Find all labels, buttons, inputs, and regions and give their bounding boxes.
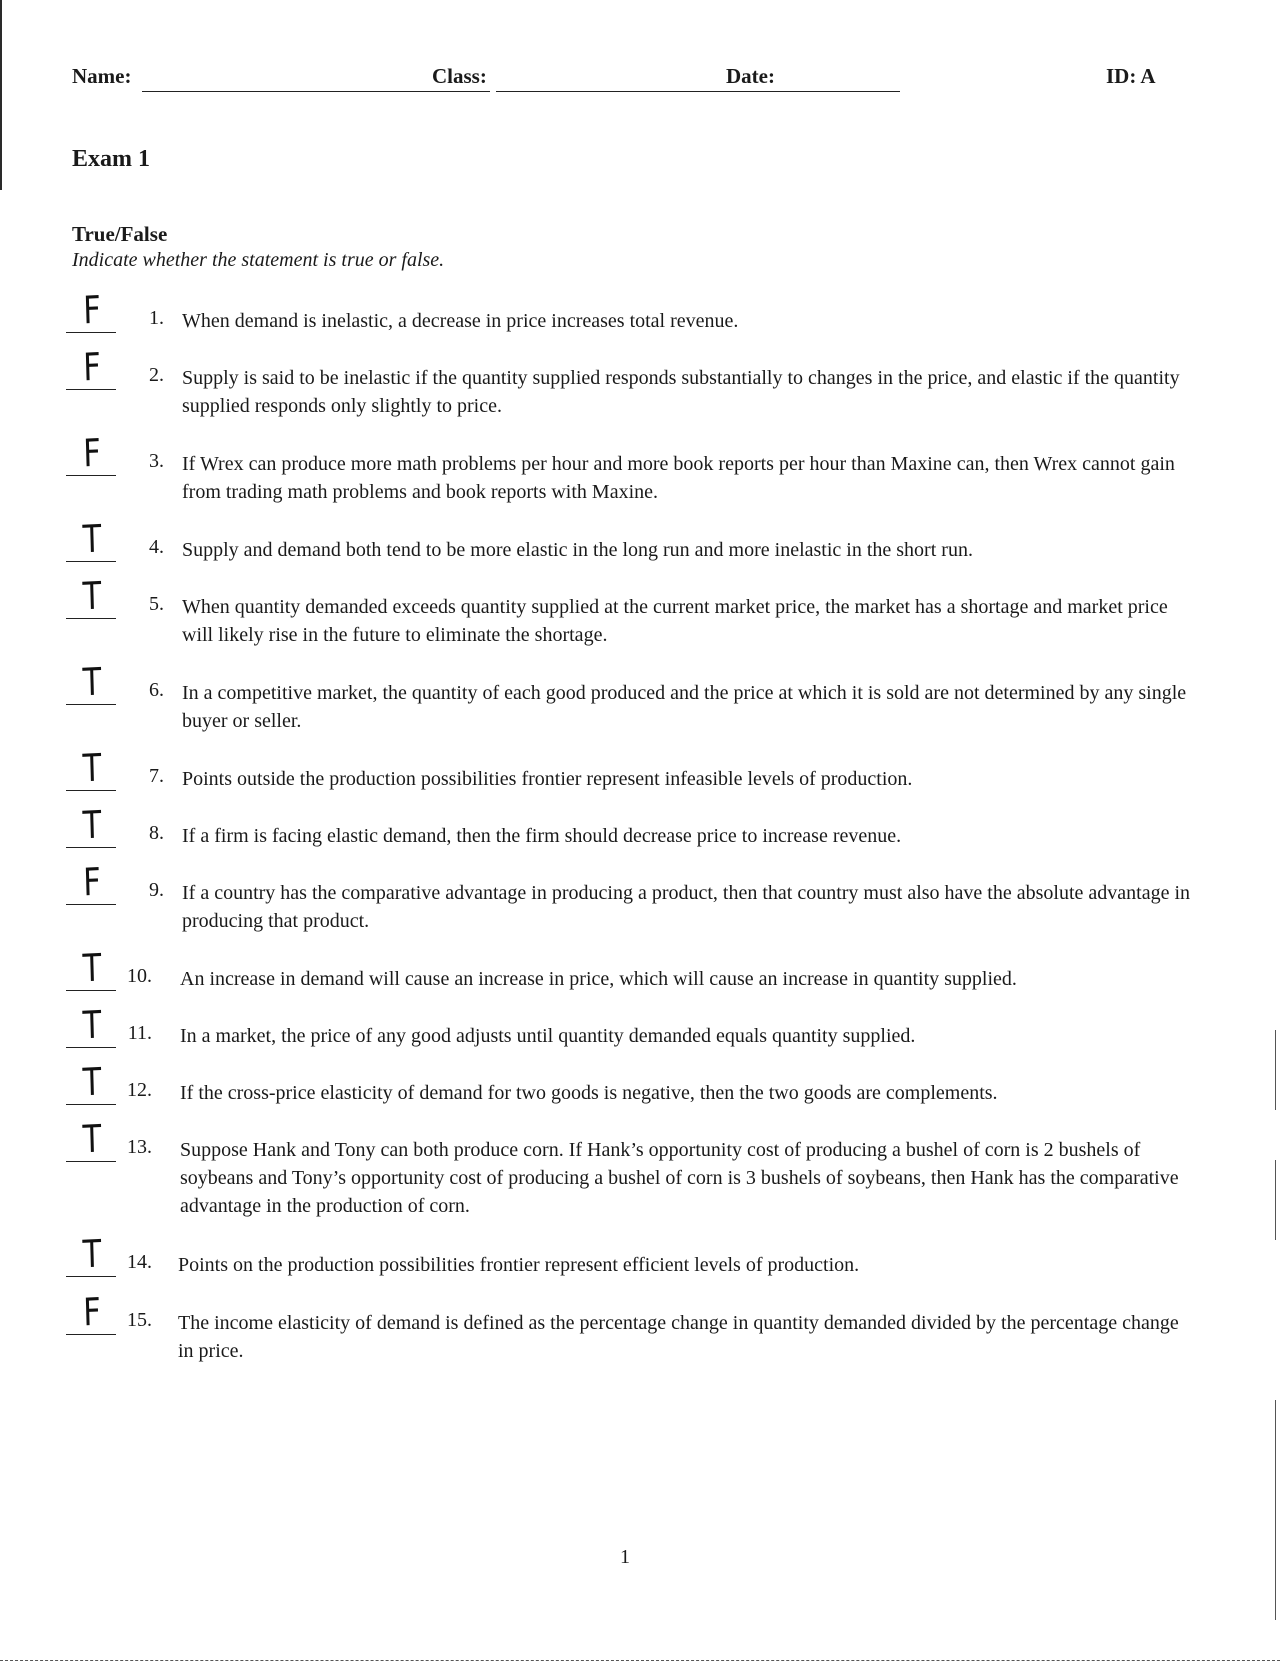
handwritten-answer: T	[82, 945, 102, 991]
scan-edge-left	[0, 0, 2, 190]
handwritten-answer: F	[82, 344, 102, 390]
answer-blank[interactable]	[66, 1117, 116, 1162]
answer-blank[interactable]	[66, 946, 116, 991]
handwritten-answer: F	[82, 430, 102, 476]
question-number: 15.	[127, 1309, 152, 1331]
handwritten-answer: T	[82, 516, 102, 562]
question-number: 3.	[149, 450, 164, 472]
answer-blank[interactable]	[66, 1060, 116, 1105]
scan-mark-right	[1275, 1400, 1276, 1620]
date-label: Date:	[726, 64, 775, 88]
name-label: Name:	[72, 64, 132, 88]
question-text: If a firm is facing elastic demand, then the firm should decrease price to increase revenue.	[182, 825, 902, 847]
class-field-line[interactable]	[496, 91, 786, 92]
handwritten-answer: F	[82, 287, 102, 333]
answer-blank[interactable]	[66, 288, 116, 333]
question-text: When demand is inelastic, a decrease in price increases total revenue.	[182, 310, 739, 332]
question-number: 14.	[127, 1251, 152, 1273]
handwritten-answer: T	[82, 745, 102, 791]
question-number: 1.	[149, 307, 164, 329]
question-number: 4.	[149, 536, 164, 558]
handwritten-answer: T	[82, 1231, 102, 1277]
page-number: 1	[620, 1546, 630, 1568]
question-number: 6.	[149, 679, 164, 701]
page-title: Exam 1	[72, 146, 150, 172]
section-instructions: Indicate whether the statement is true or false.	[72, 249, 445, 271]
question-text: If Wrex can produce more math problems per hour and more book reports per hour than Maxine can, then Wrex cannot gain from trading math problems and book reports with Maxine.	[182, 453, 1175, 503]
answer-blank[interactable]	[66, 1290, 116, 1335]
answer-blank[interactable]	[66, 803, 116, 848]
question-number: 10.	[127, 965, 152, 987]
answer-blank[interactable]	[66, 660, 116, 705]
question-number: 11.	[127, 1022, 152, 1044]
exam-header	[72, 64, 1172, 94]
scan-edge-bottom	[0, 1660, 1280, 1661]
question-number: 9.	[149, 879, 164, 901]
handwritten-answer: T	[82, 1116, 102, 1162]
question-text: In a market, the price of any good adjusts until quantity demanded equals quantity supplied.	[180, 1025, 916, 1047]
question-text: If the cross-price elasticity of demand for two goods is negative, then the two goods are complements.	[180, 1082, 998, 1104]
answer-blank[interactable]	[66, 574, 116, 619]
answer-blank[interactable]	[66, 431, 116, 476]
handwritten-answer: T	[82, 573, 102, 619]
answer-blank[interactable]	[66, 517, 116, 562]
scan-mark-right	[1275, 1030, 1276, 1110]
question-text: An increase in demand will cause an increase in price, which will cause an increase in quantity supplied.	[180, 968, 1017, 990]
question-text: Supply and demand both tend to be more elastic in the long run and more inelastic in the short run.	[182, 539, 973, 561]
question-text: Supply is said to be inelastic if the quantity supplied responds substantially to changes in the price, and elastic if the quantity supplied responds only slightly to price.	[182, 367, 1180, 417]
handwritten-answer: F	[82, 1289, 102, 1335]
handwritten-answer: T	[82, 659, 102, 705]
answer-blank[interactable]	[66, 1003, 116, 1048]
question-number: 13.	[127, 1136, 152, 1158]
section-title: True/False	[72, 222, 168, 246]
question-text: The income elasticity of demand is defined as the percentage change in quantity demanded divided by the percentage change in price.	[178, 1312, 1179, 1362]
exam-id: ID: A	[1106, 64, 1156, 88]
handwritten-answer: T	[82, 1059, 102, 1105]
date-field-line[interactable]	[786, 91, 900, 92]
question-text: Suppose Hank and Tony can both produce corn. If Hank’s opportunity cost of producing a bushel of corn is 2 bushels of soybeans and Tony’s opportunity cost of producing a bushel of corn is 3 bushels of soybeans, then Hank has the comparative advantage in the production of corn.	[180, 1139, 1179, 1217]
class-label: Class:	[432, 64, 487, 88]
question-text: Points on the production possibilities frontier represent efficient levels of production.	[178, 1254, 860, 1276]
question-text: In a competitive market, the quantity of each good produced and the price at which it is sold are not determined by any single buyer or seller.	[182, 682, 1187, 732]
handwritten-answer: T	[82, 1002, 102, 1048]
handwritten-answer: T	[82, 802, 102, 848]
name-field-line[interactable]	[142, 91, 490, 92]
question-text: If a country has the comparative advantage in producing a product, then that country must also have the absolute advantage in producing that product.	[182, 882, 1190, 932]
question-number: 8.	[149, 822, 164, 844]
scan-mark-right	[1275, 1160, 1276, 1240]
question-number: 12.	[127, 1079, 152, 1101]
answer-blank[interactable]	[66, 746, 116, 791]
answer-blank[interactable]	[66, 860, 116, 905]
question-text: Points outside the production possibilities frontier represent infeasible levels of production.	[182, 768, 913, 790]
handwritten-answer: F	[82, 859, 102, 905]
question-number: 5.	[149, 593, 164, 615]
answer-blank[interactable]	[66, 345, 116, 390]
question-number: 7.	[149, 765, 164, 787]
question-number: 2.	[149, 364, 164, 386]
question-text: When quantity demanded exceeds quantity supplied at the current market price, the market has a shortage and market price will likely rise in the future to eliminate the shortage.	[182, 596, 1168, 646]
answer-blank[interactable]	[66, 1232, 116, 1277]
